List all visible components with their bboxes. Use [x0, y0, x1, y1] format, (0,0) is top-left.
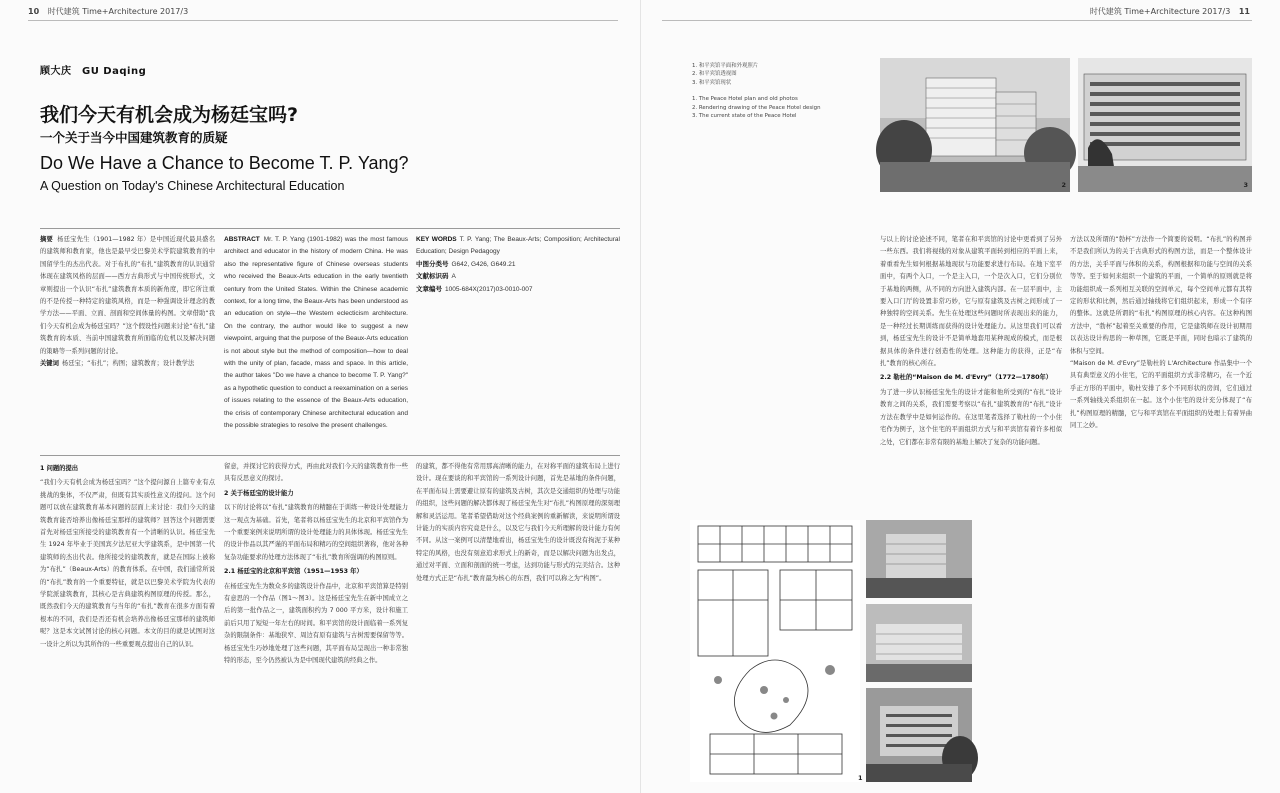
journal-name-left: 时代建筑 Time+Architecture 2017/3 — [47, 7, 189, 16]
running-header-right — [1090, 6, 1250, 17]
abstract-cn — [40, 234, 215, 454]
right-col2-quote: “Maison de M. d'Evry”是勒杜的 L'Architecture 作品集中一个具有典型意义的小住宅，它的平面组织方式非常精巧，在一个近乎正方形的平面中，勒杜安排了多个不同形状的房间，它们通过一系列轴线关系组织在一起。这个小住宅的设计充分体现了“布扎”构图原理的精髓，它与和平宾馆在平面组织的处理上有着异曲同工之妙。 — [1070, 360, 1252, 430]
caption-cn-3: 3. 和平宾馆现状 — [692, 79, 732, 86]
figure-1-plan-drawing — [690, 520, 860, 782]
body-col2-text3: 在杨廷宝先生为数众多的建筑设计作品中，北京和平宾馆算是特别有意思的一个作品（图1～图3）。这是杨廷宝先生在新中国成立之后的第一批作品之一，建筑面积约为 7 000 平方米，设计和施工前后只用了短短一年左右的时间。和平宾馆的设计面临着一系列复杂的限制条件：基地狭窄、周边有原有建筑与古树需要保留等等。杨廷宝先生巧妙地处理了这些问题，其平面布局呈现出一种非常独特的形态，至今仍然被认为是中国现代建筑的经典之作。 — [224, 582, 408, 665]
meta-article-number: 文章编号 1005-684X(2017)03-0010-007 — [416, 285, 533, 293]
current-state-image — [1078, 58, 1252, 192]
header-rule-right — [662, 20, 1252, 21]
article-title-en: Do We Have a Chance to Become T. P. Yang? — [40, 153, 409, 173]
right-body-col2 — [1070, 234, 1252, 782]
caption-en-1: 1. The Peace Hotel plan and old photos — [692, 96, 798, 103]
body-col1 — [40, 461, 215, 783]
section-heading-2: 2 关于杨廷宝的设计能力 — [224, 489, 294, 497]
section-heading-2-1: 2.1 杨廷宝的北京和平宾馆（1951—1953 年） — [224, 568, 363, 576]
body-col2-text: 留意，并探讨它的获得方式，再由此对我们今天的建筑教育作一些具有反思意义的探讨。 — [224, 463, 408, 483]
caption-en-3: 3. The current state of the Peace Hotel — [692, 113, 797, 120]
body-col3-text: 的建筑，都不得他有常用那高清晰的能力，在对称平面的建筑布局上进行设计。现在要谈的和平宾馆的一系列设计问题，首先是基地的条件问题，在平面布局上需要避让原有的建筑及古树，其次是交通组织的处理与功能的组织，这些问题的解决都体现了杨廷宝先生对“布扎”构图原理的深刻理解和灵活运用。笔者希望借助对这个经典案例的重新解读，来说明所谓设计能力的实质内容究竟是什么，以及它与我们今天所理解的设计能力有何不同。从这一案例可以清楚地看出，杨廷宝先生的设计既没有拘泥于某种特定的风格，也没有刻意追求形式上的新奇，而是以解决问题为出发点，通过对平面、立面和剖面的统一考虑，达到功能与形式的完美结合。这种处理方式正是“布扎”教育最为核心的东西，我们可以称之为“构图”。 — [416, 463, 620, 582]
figure-3-current-state — [1078, 58, 1252, 192]
page-gutter — [640, 0, 641, 793]
body-col1-text: “我们今天有机会成为杨廷宝吗？”这个提问源自上篇专业有点挑战的集体，不仅严肃，但既有其实质性意义的提问。这个问题可以放在建筑教育基本问题的层面上来讨论：我们今天的建筑教育能否培养出像杨廷宝那样的建筑师？回答这个问题需要首先对杨廷宝所接受的建筑教育有一个清晰的认识。杨廷宝先生 1924 年毕业于美国宾夕法尼亚大学建筑系，是中国第一代建筑师的杰出代表。他所接受的建筑教育，就是在国际上被称为“布扎”（Beaux-Arts）的教育体系。在中国，我们通常所说的“布扎”教育的一个重要特征，就是以巴黎美术学院为代表的学院派建筑教育，其核心是古典建筑构图原理的传授。那么，既然我们今天的建筑教育与当年的“布扎”教育在很多方面有着根本的不同，我们是否还有机会培养出像杨廷宝那样的建筑师呢？这是本文试图讨论的核心问题。本文的目的就是试图对这一设计之所以为其所作的一些重要观点提出自己的认识。 — [40, 479, 215, 648]
running-header-left — [28, 6, 188, 17]
figure-number-3: 3 — [1243, 181, 1248, 189]
article-subtitle-cn: 一个关于当今中国建筑教育的质疑 — [40, 130, 228, 145]
page-number-right: 11 — [1238, 7, 1250, 16]
header-rule-left — [28, 20, 618, 21]
meta-document-code: 文献标识码 A — [416, 273, 456, 281]
right-body-col1 — [880, 234, 1062, 782]
abstract-en-part1 — [224, 234, 408, 454]
figure-number-1: 1 — [858, 774, 863, 782]
body-col3 — [416, 461, 620, 783]
rendering-image — [880, 58, 1070, 192]
figure-captions — [692, 62, 821, 120]
abstract-cn-text: 杨廷宝先生（1901—1982 年）是中国近现代最具盛名的建筑师和教育家，他也是最早受巴黎美术学院建筑教育的中国留学生的杰出代表。对于布扎的“布扎”建筑教育的认识通常体现在建筑风格的层面——西方古典形式与中国传统形式，文章则提出一个认识“布扎”建筑教育本质的新角度，即它所注重的不是传授一种特定的建筑风格，而是一种强调设计理念的教学方法——平面、立面、剖面和空间体量的构图。文章借助“我们今天有机会成为杨廷宝吗？”这个假设性问题来讨论“布扎”建筑教育的本质、当前中国建筑教育所面临的危机以及解决问题的策略等一系列问题的讨论。 — [40, 236, 216, 355]
figure-2-rendering — [880, 58, 1070, 192]
author-name: 顾大庆 GU Daqing — [40, 66, 147, 77]
keywords-cn-text: 杨廷宝；“布扎”；构图；建筑教育；设计教学法 — [61, 360, 195, 368]
section-heading-1: 1 问题的提出 — [40, 465, 79, 472]
article-title-cn: 我们今天有机会成为杨廷宝吗? — [40, 104, 299, 126]
journal-name-right: 时代建筑 Time+Architecture 2017/3 — [1089, 7, 1231, 16]
figure-number-2: 2 — [1061, 181, 1066, 189]
body-col2-text2: 以下的讨论将以“布扎”建筑教育的精髓在于训练一种设计处理能力这一观点为基础。首先，笔者将以杨廷宝先生的北京和平宾馆作为一个重要案例来说明所谓的设计处理能力的具体体现。杨廷宝先生的设计作品以其严谨的平面布局和精巧的空间组织著称，他对各种复杂功能要求的处理方法体现了“布扎”教育所强调的构图原则。 — [224, 504, 408, 561]
right-col2-text: 方法以及所谓的“勃杯”方法作一个简要的说明。“布扎”的构图并不是我们所认为的关于古典形式的构图方法，而是一个整体设计的方法，关乎平面与体积的关系，构图根据和功能与空间的关系等等。至于如何来组织一个建筑的平面，一个简单的原则就是将功能组织成一系列相互关联的空间单元，每个空间单元都有其特定的形状和比例，然后通过轴线将它们组织起来，形成一个有序的整体。这就是所谓的“布扎”构图原理的核心内容。在这种构图方法中，“勃杯”起着至关重要的作用，它是建筑师在设计初期用以表达设计构思的一种草图，它既是平面，同时也暗示了建筑的体积与空间。 — [1070, 236, 1252, 355]
article-subtitle-en: A Question on Today's Chinese Architectural Education — [40, 179, 345, 193]
site-plan-drawing — [690, 520, 860, 782]
caption-cn-2: 2. 和平宾馆透视图 — [692, 71, 737, 78]
section-heading-2-2: 2.2 勒杜的“Maison de M. d'Evry”（1772—1780年） — [880, 374, 1053, 382]
keywords-en-text: T. P. Yang; The Beaux-Arts; Composition; Architectural Education; Design Pedagogy — [416, 236, 620, 256]
abstract-bottom-rule — [40, 455, 620, 456]
abstract-en-label: ABSTRACT — [224, 236, 260, 243]
keywords-cn-label: 关键词 — [40, 360, 59, 368]
right-col1-text2: 为了进一步认识杨廷宝先生的设计才能和他所受到的“布扎”设计教育之间的关系，我们需要考察以“布扎”建筑教育的“布扎”设计方法在教学中是如何运作的。在这里笔者选择了勒杜的一个小住宅作为例子，这个住宅的平面组织方式与和平宾馆有着许多相似之处，它们都在非常有限的基地上解决了复杂的功能问题。 — [880, 388, 1062, 446]
caption-en-2: 2. Rendering drawing of the Peace Hotel design — [692, 104, 821, 111]
body-col2 — [224, 461, 408, 783]
abstract-top-rule — [40, 228, 620, 229]
caption-cn-1: 1. 和平宾馆平面和外观照片 — [692, 63, 759, 69]
page-number-left: 10 — [28, 7, 40, 16]
meta-classification: 中图分类号 G642, G426, G649.21 — [416, 260, 516, 268]
abstract-en-part2 — [416, 234, 620, 454]
right-col1-text: 与以上的讨论论述不同，笔者在和平宾馆的讨论中更看到了另外一些东西。我们将视线的对象从建筑平面转到相应的平面上来，着重看先生如何根据基地现状与功能要求进行布局。在地下室平面中，有两个入口，一个是主入口，一个是次入口，它们分别位于基地的两侧，从不同的方向进入建筑内部。在一层平面中，主要入口门厅的设置非常巧妙，它与原有建筑及古树之间形成了一种独特的空间关系。先生在处理这些问题时所表现出来的能力，是一种经过长期训练而获得的设计处理能力。从这里我们可以看到，杨廷宝先生的设计不是简单地套用某种现成的模式，而是根据具体的条件进行创造性的处理。这种能力的获得，正是“布扎”教育的核心所在。 — [880, 236, 1062, 368]
abstract-en-text: Mr. T. P. Yang (1901-1982) was the most famous architect and educator in the history of modern China. He was also the representative figure of Chinese overseas students who received the Beaux-Arts education in the early twentieth century from the United States. Within the Chinese academic context, for a long time, the Beaux-Arts has been understood as an education on style—the Western eclecticism architecture. On the contrary, the author would like to suggest a new viewpoint, arguing that the purpose of the Beaux-Arts education is not about style but the method of composition—how to deal with the unity of plan, facade, mass and space. In this article, the author takes "Do we have a chance to become T. P. Yang?" as a hypothetic question to conduct a reexamination on a series of issues relating to the essence of the Beaux-Arts education, the crisis of contemporary Chinese architectural education and the possible strategies to resolve the present challenges. — [224, 236, 408, 430]
abstract-cn-label: 摘要 — [40, 236, 54, 243]
keywords-en-label: KEY WORDS — [416, 236, 457, 243]
